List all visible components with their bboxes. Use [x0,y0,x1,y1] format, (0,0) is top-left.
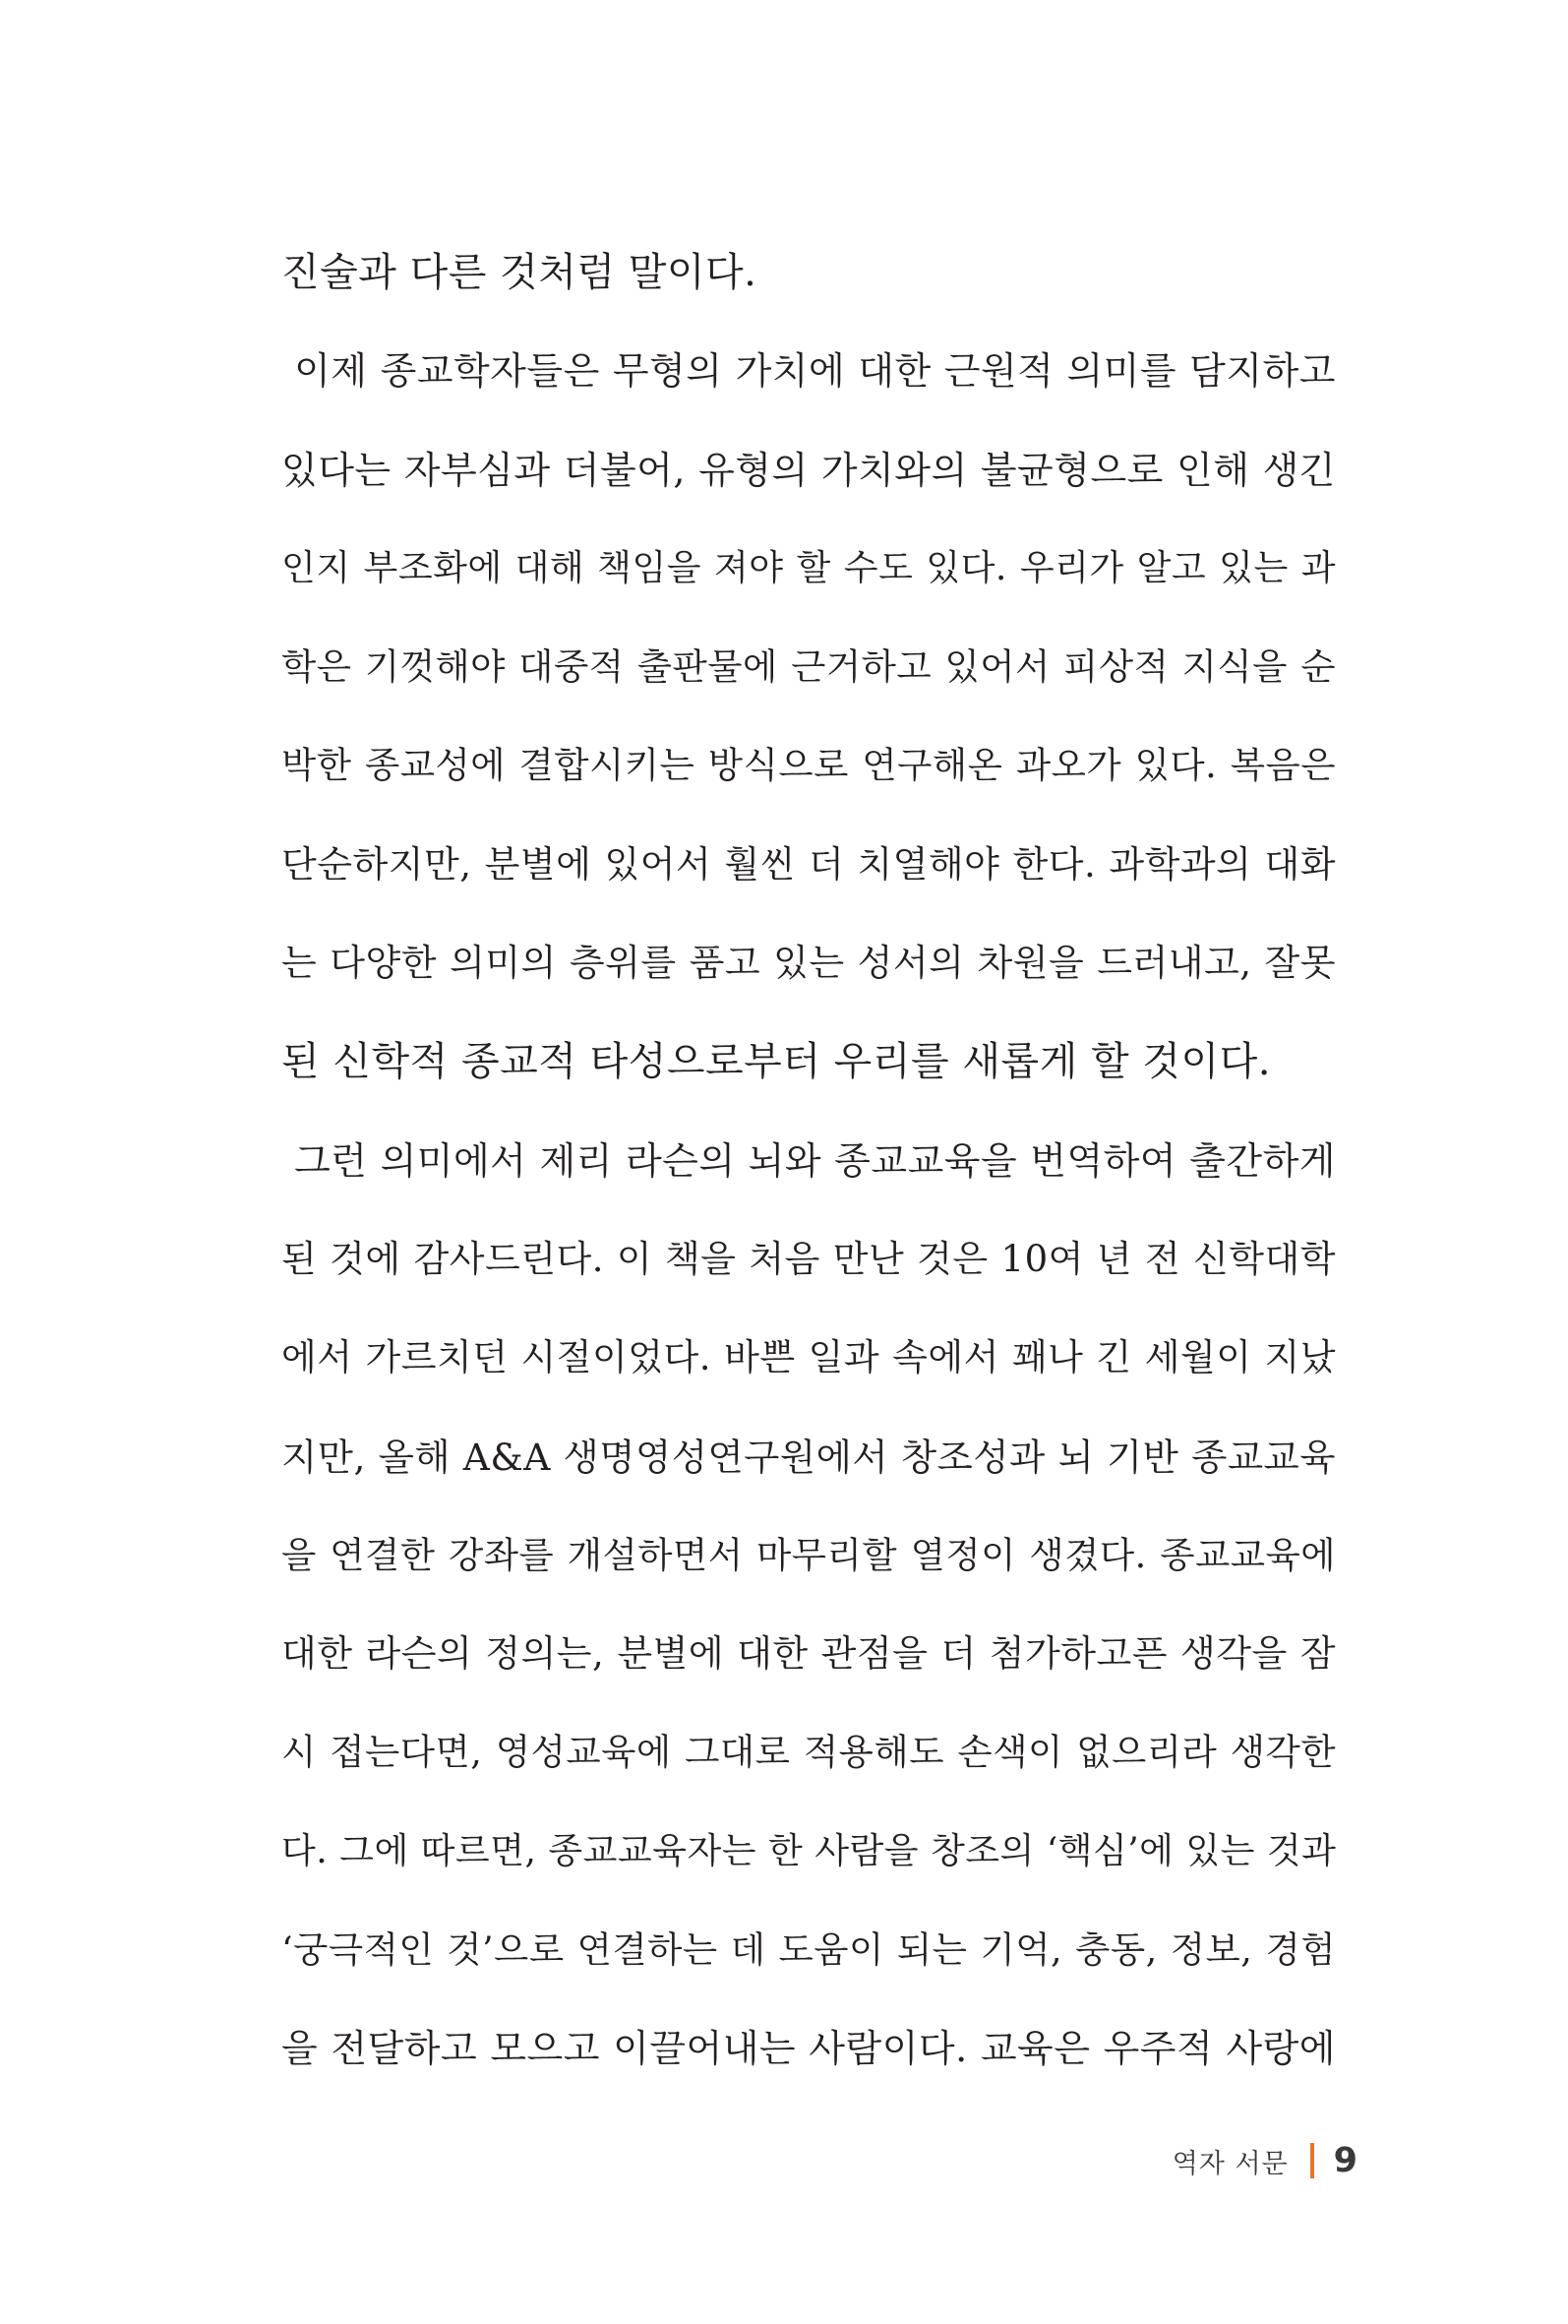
body-line: 지만, 올해 A&A 생명영성연구원에서 창조성과 뇌 기반 종교교육 [281,1435,1336,1479]
body-line: 단순하지만, 분별에 있어서 훨씬 더 치열해야 한다. 과학과의 대화 [281,842,1336,886]
body-line: 된 것에 감사드린다. 이 책을 처음 만난 것은 10여 년 전 신학대학 [281,1237,1336,1280]
body-text [281,228,1336,2104]
page-footer [1173,2133,1357,2188]
body-line: 을 연결한 강좌를 개설하면서 마무리할 열정이 생겼다. 종교교육에 [281,1533,1336,1576]
body-line: 에서 가르치던 시절이었다. 바쁜 일과 속에서 꽤나 긴 세월이 지났 [281,1336,1336,1379]
body-line: 그런 의미에서 제리 라슨의 뇌와 종교교육을 번역하여 출간하게 [281,1138,1336,1183]
body-line: ‘궁극적인 것’으로 연결하는 데 도움이 되는 기억, 충동, 정보, 경험 [281,1928,1336,1972]
body-line: 시 접는다면, 영성교육에 그대로 적용해도 손색이 없으리라 생각한 [281,1731,1336,1774]
body-line: 학은 기껏해야 대중적 출판물에 근거하고 있어서 피상적 지식을 순 [281,645,1336,689]
body-line: 을 전달하고 모으고 이끌어내는 사람이다. 교육은 우주적 사랑에 [281,2027,1336,2071]
body-line: 박한 종교성에 결합시키는 방식으로 연구해온 과오가 있다. 복음은 [281,744,1336,787]
body-line: 이제 종교학자들은 무형의 가치에 대한 근원적 의미를 담지하고 [281,349,1336,394]
body-line: 진술과 다른 것처럼 말이다. [281,250,757,295]
running-section-title: 역자 서문 [1172,2148,1289,2179]
body-line: 있다는 자부심과 더불어, 유형의 가치와의 불균형으로 인해 생긴 [281,448,1336,492]
body-line: 다. 그에 따르면, 종교교육자는 한 사람을 창조의 ‘핵심’에 있는 것과 [281,1830,1337,1871]
body-line: 된 신학적 종교적 타성으로부터 우리를 새롭게 할 것이다. [281,1039,1271,1085]
body-line: 인지 부조화에 대해 책임을 져야 할 수도 있다. 우리가 알고 있는 과 [281,547,1336,588]
page-number: 9 [1333,2141,1357,2180]
footer-divider [1310,2143,1314,2178]
body-line: 는 다양한 의미의 층위를 품고 있는 성서의 차원을 드러내고, 잘못 [281,942,1336,985]
body-line: 대한 라슨의 정의는, 분별에 대한 관점을 더 첨가하고픈 생각을 잠 [281,1632,1336,1676]
